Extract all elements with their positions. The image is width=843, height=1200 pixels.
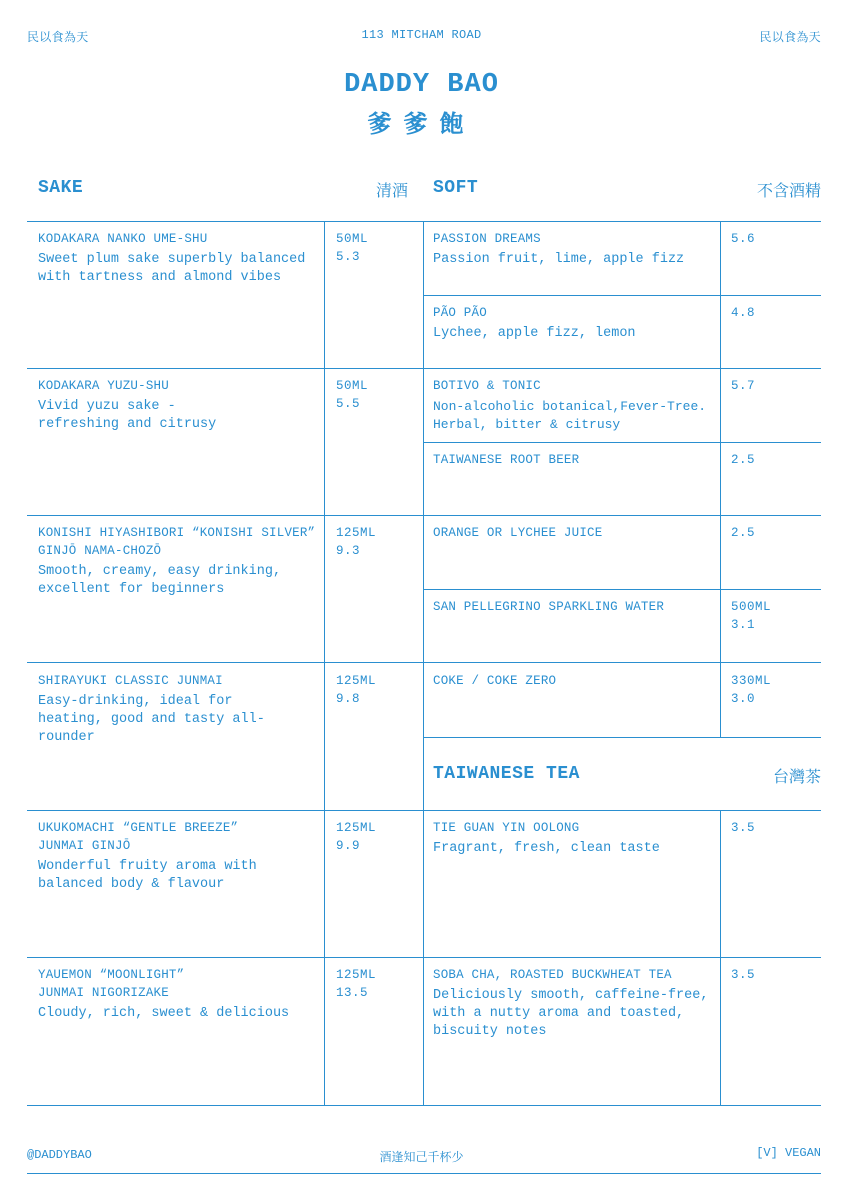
soft-price xyxy=(731,524,755,542)
logo-chinese: 爹爹飽 xyxy=(367,110,476,138)
tea-item xyxy=(433,966,718,1041)
row-divider xyxy=(27,662,424,663)
instagram-handle: @DADDYBAO xyxy=(27,1148,92,1162)
footer-rule xyxy=(27,1173,821,1174)
item-name: COKE / COKE ZERO xyxy=(433,674,557,688)
item-price: 5.5 xyxy=(336,397,361,411)
item-name: PÃO PÃO xyxy=(433,306,487,320)
item-name: KONISHI HIYASHIBORI “KONISHI SILVER” GINJŌ NAMA-CHOZŌ xyxy=(38,526,316,558)
sake-price xyxy=(336,672,376,708)
header-left-motto: 民以食為天 xyxy=(27,30,89,44)
vegan-legend: [V] VEGAN xyxy=(756,1146,821,1160)
item-name: PASSION DREAMS xyxy=(433,232,541,246)
item-name: YAUEMON “MOONLIGHT” JUNMAI NIGORIZAKE xyxy=(38,968,185,1000)
item-price: 2.5 xyxy=(731,526,756,540)
tea-price xyxy=(731,966,755,984)
tea-title: TAIWANESE TEA xyxy=(433,764,580,784)
soft-title-chinese: 不含酒精 xyxy=(756,181,821,200)
item-size: 125ML xyxy=(336,968,377,982)
sake-item xyxy=(38,819,288,894)
item-description: Passion fruit, lime, apple fizz xyxy=(433,252,685,267)
sake-price-divider xyxy=(324,221,325,1105)
row-divider xyxy=(424,442,821,443)
row-divider xyxy=(27,515,424,516)
item-name: KODAKARA YUZU-SHU xyxy=(38,379,169,393)
item-description: Wonderful fruity aroma with balanced body & flavour xyxy=(38,859,257,892)
row-divider xyxy=(424,957,821,958)
soft-item xyxy=(433,230,715,269)
row-divider xyxy=(27,368,424,369)
sake-title-chinese: 清酒 xyxy=(376,181,409,200)
item-price: 9.9 xyxy=(336,839,361,853)
soft-item xyxy=(433,304,715,343)
sake-price xyxy=(336,230,368,266)
item-size: 125ML xyxy=(336,674,377,688)
item-size: 125ML xyxy=(336,821,377,835)
item-name: KODAKARA NANKO UME-SHU xyxy=(38,232,208,246)
table-top-rule xyxy=(27,221,821,222)
item-description: Non-alcoholic botanical,Fever-Tree. Herbal, bitter & citrusy xyxy=(433,399,707,432)
soft-item xyxy=(433,598,715,616)
item-price: 13.5 xyxy=(336,986,369,1000)
logo-text: DADDY BAO xyxy=(344,70,499,100)
item-size: 330ML xyxy=(731,674,772,688)
soft-price xyxy=(731,377,755,395)
item-name: TIE GUAN YIN OOLONG xyxy=(433,821,580,835)
item-price: 9.8 xyxy=(336,692,361,706)
item-price: 5.7 xyxy=(731,379,756,393)
row-divider xyxy=(424,662,821,663)
item-price: 3.5 xyxy=(731,968,756,982)
soft-price xyxy=(731,451,755,469)
item-name: ORANGE OR LYCHEE JUICE xyxy=(433,526,603,540)
sake-item xyxy=(38,230,318,287)
item-size: 50ML xyxy=(336,232,369,246)
row-divider xyxy=(424,515,821,516)
item-description: Easy-drinking, ideal for heating, good and tasty all-rounder xyxy=(38,694,265,745)
item-description: Vivid yuzu sake - refreshing and citrusy xyxy=(38,399,217,432)
row-divider xyxy=(424,589,821,590)
item-description: Cloudy, rich, sweet & delicious xyxy=(38,1006,290,1021)
soft-item xyxy=(433,451,715,469)
row-divider xyxy=(424,737,821,738)
row-divider xyxy=(424,810,821,811)
sake-item xyxy=(38,524,318,599)
soft-price-divider xyxy=(720,221,721,737)
tea-item xyxy=(433,819,715,858)
soft-price xyxy=(731,304,755,322)
item-name: SAN PELLEGRINO SPARKLING WATER xyxy=(433,600,665,614)
table-bottom-rule xyxy=(27,1105,821,1106)
sake-price xyxy=(336,377,368,413)
item-size: 125ML xyxy=(336,526,377,540)
item-price: 5.3 xyxy=(336,250,361,264)
sake-price xyxy=(336,524,376,560)
item-description: Lychee, apple fizz, lemon xyxy=(433,326,636,341)
item-description: Deliciously smooth, caffeine-free, with a nutty aroma and toasted, biscuity notes xyxy=(433,988,709,1039)
item-name: UKUKOMACHI “GENTLE BREEZE” JUNMAI GINJŌ xyxy=(38,821,239,853)
item-price: 3.0 xyxy=(731,692,756,706)
item-price: 9.3 xyxy=(336,544,361,558)
item-name: SOBA CHA, ROASTED BUCKWHEAT TEA xyxy=(433,968,672,982)
soft-price xyxy=(731,598,771,634)
footer-motto: 酒逢知己千杯少 xyxy=(379,1150,464,1164)
item-name: SHIRAYUKI CLASSIC JUNMAI xyxy=(38,674,223,688)
sake-title: SAKE xyxy=(38,178,84,198)
item-name: TAIWANESE ROOT BEER xyxy=(433,453,580,467)
row-divider xyxy=(27,957,424,958)
soft-price xyxy=(731,672,771,708)
item-price: 3.5 xyxy=(731,821,756,835)
sake-price xyxy=(336,819,376,855)
item-description: Fragrant, fresh, clean taste xyxy=(433,841,660,856)
header-right-motto: 民以食為天 xyxy=(759,30,821,44)
soft-title: SOFT xyxy=(433,178,479,198)
soft-item xyxy=(433,672,715,690)
row-divider xyxy=(424,295,821,296)
soft-item xyxy=(433,377,718,434)
row-divider xyxy=(27,810,424,811)
row-divider xyxy=(424,368,821,369)
sake-item xyxy=(38,377,258,434)
item-description: Sweet plum sake superbly balanced with tartness and almond vibes xyxy=(38,252,306,285)
tea-title-chinese: 台灣茶 xyxy=(772,767,821,786)
soft-item xyxy=(433,524,715,542)
item-price: 5.6 xyxy=(731,232,756,246)
item-description: Smooth, creamy, easy drinking, excellent for beginners xyxy=(38,564,282,597)
sake-item xyxy=(38,966,318,1023)
item-name: BOTIVO & TONIC xyxy=(433,379,541,393)
header-address: 113 MITCHAM ROAD xyxy=(361,28,482,42)
item-size: 50ML xyxy=(336,379,369,393)
sake-item xyxy=(38,672,268,747)
item-price: 2.5 xyxy=(731,453,756,467)
column-divider xyxy=(423,221,424,1105)
item-price: 4.8 xyxy=(731,306,756,320)
item-price: 3.1 xyxy=(731,618,756,632)
item-size: 500ML xyxy=(731,600,772,614)
sake-price xyxy=(336,966,376,1002)
soft-price xyxy=(731,230,755,248)
tea-price xyxy=(731,819,755,837)
